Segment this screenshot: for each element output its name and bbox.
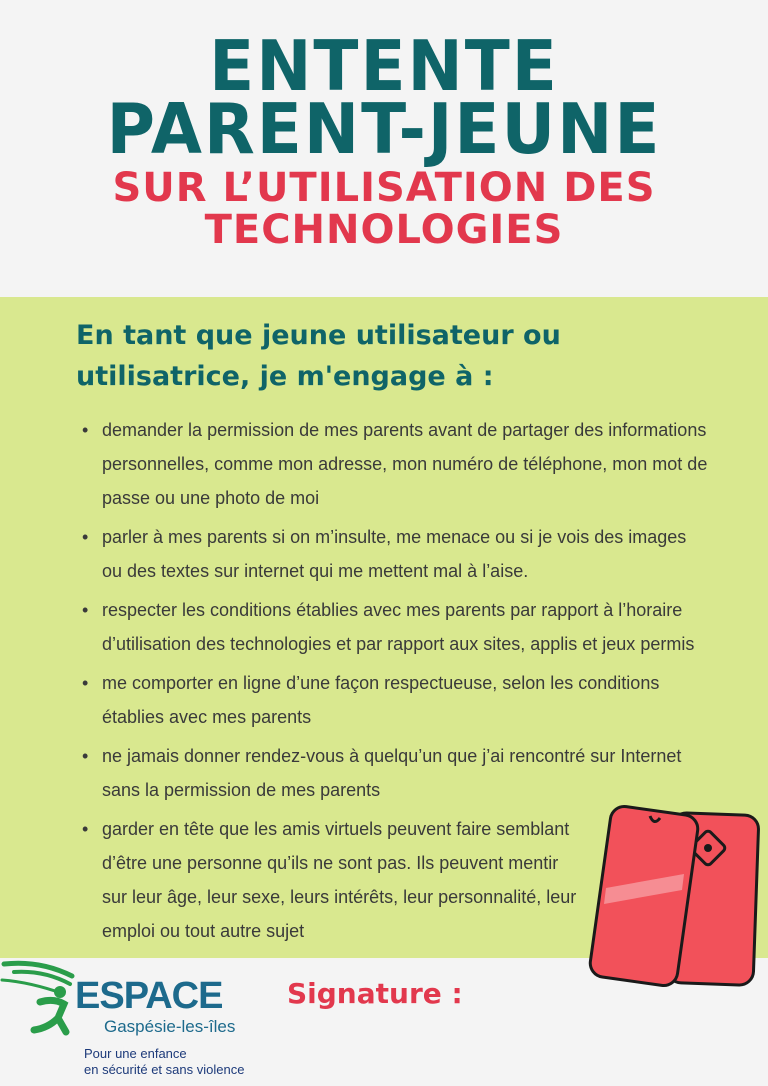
bullet-icon: • xyxy=(82,819,89,839)
title-line-4: TECHNOLOGIES xyxy=(204,207,564,253)
bullet-icon: • xyxy=(82,527,89,547)
bullet-icon: • xyxy=(82,600,89,620)
list-item xyxy=(80,593,710,661)
list-item xyxy=(80,413,710,515)
logo-wordmark: ESPACE xyxy=(75,975,223,1017)
title-line-3: SUR L’UTILISATION DES xyxy=(112,165,656,211)
tagline-line-2: en sécurité et sans violence xyxy=(84,1062,245,1077)
bullet-icon: • xyxy=(82,746,89,766)
logo-region: Gaspésie-les-îles xyxy=(104,1017,236,1036)
list-item xyxy=(80,666,710,734)
list-item-text: parler à mes parents si on m’insulte, me menace ou si je vois des images ou des textes sur internet qui me mettent mal à l’aise. xyxy=(102,527,687,581)
list-item-text: garder en tête que les amis virtuels peuvent faire semblant d’être une personne qu’ils ne sont pas. Ils peuvent mentir sur leur âge, leur sexe, leurs intérêts, leur personnalité, leur emploi ou tout autre sujet xyxy=(102,819,577,941)
list-item-text: ne jamais donner rendez-vous à quelqu’un que j’ai rencontré sur Internet sans la permission de mes parents xyxy=(102,746,682,800)
list-item xyxy=(80,520,710,588)
list-item-text: demander la permission de mes parents avant de partager des informations personnelles, comme mon adresse, mon numéro de téléphone, mon mot de passe ou une photo de moi xyxy=(102,420,708,508)
title-line-1: ENTENTE xyxy=(209,26,559,107)
bullet-icon: • xyxy=(82,673,89,693)
title-line-2: PARENT-JEUNE xyxy=(106,89,662,170)
list-item xyxy=(80,739,710,807)
list-item-text: respecter les conditions établies avec mes parents par rapport à l’horaire d’utilisation des technologies et par rapport aux sites, applis et jeux permis xyxy=(102,600,695,654)
tagline-line-1: Pour une enfance xyxy=(84,1046,187,1061)
logo-tagline xyxy=(84,1046,284,1078)
intro-line-1: En tant que jeune utilisateur ou xyxy=(76,320,561,351)
intro-heading xyxy=(76,315,676,397)
signature-label: Signature : xyxy=(287,977,463,1010)
phones-illustration xyxy=(582,800,768,990)
bullet-icon: • xyxy=(82,420,89,440)
list-item-text: me comporter en ligne d’une façon respectueuse, selon les conditions établies avec mes parents xyxy=(102,673,660,727)
intro-line-2: utilisatrice, je m'engage à : xyxy=(76,361,494,392)
